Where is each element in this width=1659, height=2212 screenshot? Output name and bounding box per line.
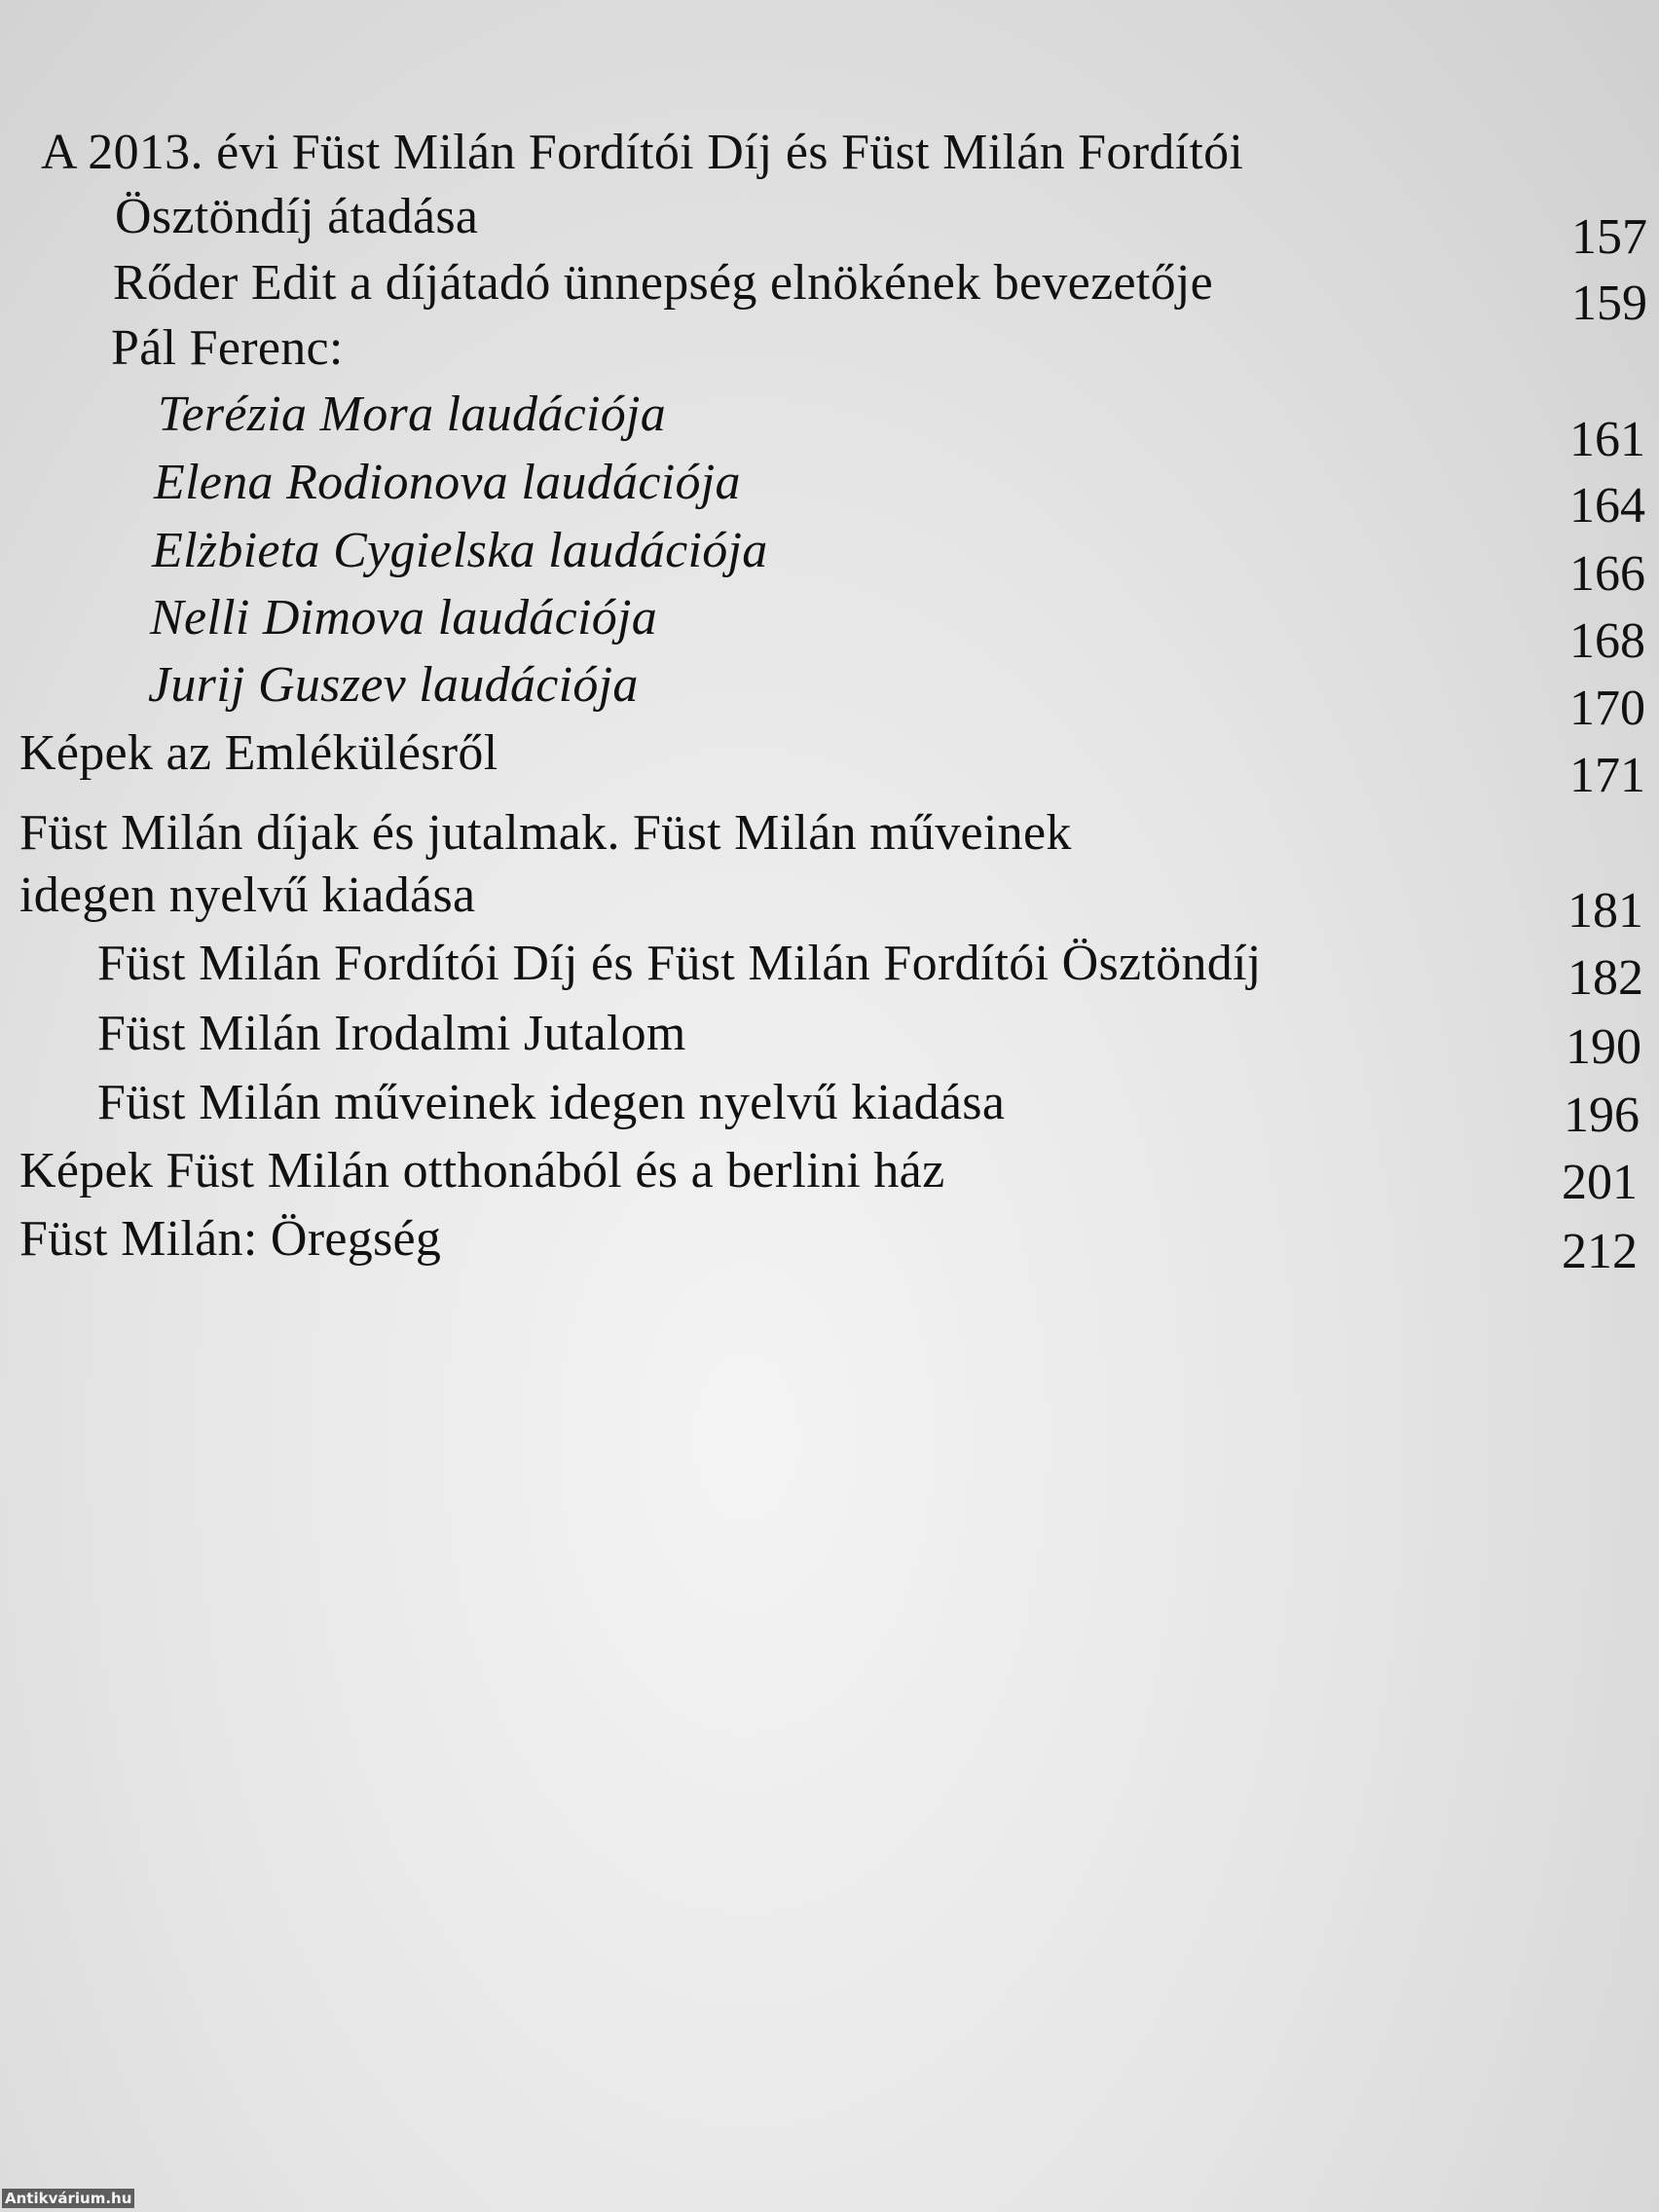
toc-entry-page: 159 [1571,276,1647,331]
toc-entry-page: 181 [1567,883,1643,939]
toc-entry-page: 157 [1571,209,1647,265]
toc-entry-title: A 2013. évi Füst Milán Fordítói Díj és Füst Milán Fordítói [41,125,1244,180]
toc-entry-title: Füst Milán: Öregség [19,1211,442,1267]
toc-entry-page: 196 [1564,1088,1640,1143]
toc-entry-title: Képek Füst Milán otthonából és a berlini ház [19,1143,945,1198]
toc-entry-title: Füst Milán Fordítói Díj és Füst Milán Fordítói Ösztöndíj [97,936,1262,991]
toc-entry-title: Terézia Mora laudációja [158,387,667,442]
toc-entry-page: 168 [1569,613,1645,669]
toc-entry-title: Pál Ferenc: [111,320,344,376]
toc-entry-title: Elena Rodionova laudációja [154,455,741,510]
toc-entry-page: 161 [1569,412,1645,467]
toc-entry-page: 182 [1567,950,1643,1006]
toc-entry-page: 190 [1566,1019,1641,1075]
toc-entry-title: Jurij Guszev laudációja [148,657,639,713]
toc-entry-page: 212 [1562,1224,1638,1279]
toc-entry-page: 171 [1569,748,1645,803]
toc-entry-title: Nelli Dimova laudációja [150,590,658,645]
watermark-label: Antikvárium.hu [2,2189,134,2208]
toc-entry-title: Füst Milán díjak és jutalmak. Füst Milán műveinek [19,805,1072,861]
toc-entry-page: 164 [1569,478,1645,534]
toc-entry-page: 201 [1562,1155,1638,1210]
toc-entry-title: Füst Milán műveinek idegen nyelvű kiadása [97,1075,1006,1130]
toc-entry-title: Rőder Edit a díjátadó ünnepség elnökének bevezetője [113,255,1213,311]
toc-entry-title: Füst Milán Irodalmi Jutalom [97,1006,686,1061]
toc-entry-title: Elżbieta Cygielska laudációja [152,523,768,578]
toc-entry-title: idegen nyelvű kiadása [19,867,476,923]
toc-entry-page: 166 [1569,546,1645,602]
toc-entry-title: Ösztöndíj átadása [115,189,479,244]
toc-entry-page: 170 [1569,681,1645,736]
toc-entry-title: Képek az Emlékülésről [19,725,498,781]
